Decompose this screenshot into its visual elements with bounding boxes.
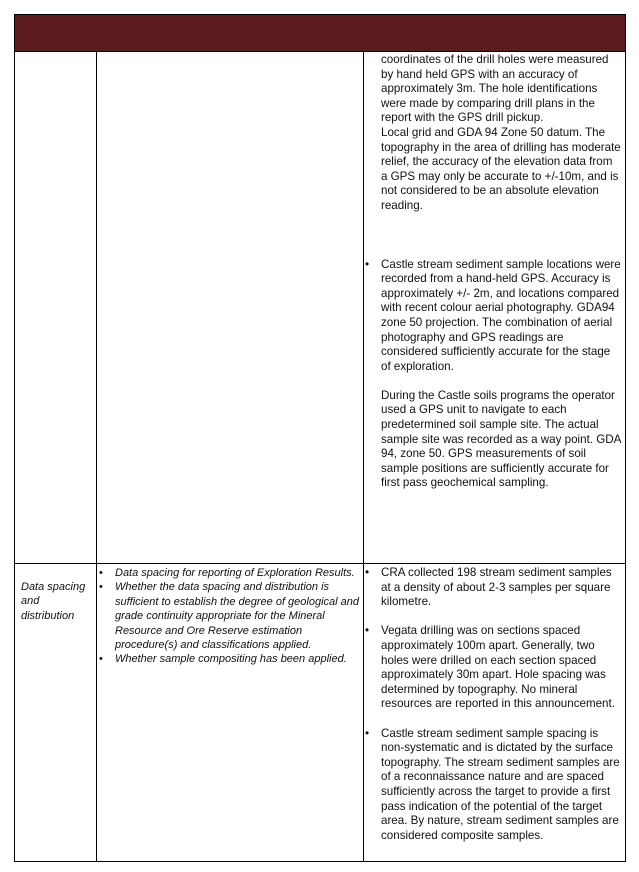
criteria-label-data-spacing: Data spacing and distribution: [21, 581, 86, 622]
jorc-criteria-cell: [99, 566, 361, 667]
commentary-castle-stream: • Castle stream sediment sample locations were recorded from a hand-held GPS. Accuracy is approximately +/- 2m, and locations compared with recent colour aerial photography. GDA94 zone 50 projection. The combination of aerial photography and GPS readings are considered sufficiently accurate for the stage of exploration.: [381, 257, 621, 373]
jorc-table-page: [14, 14, 626, 862]
commentary-vegata-drilling: • Vegata drilling was on sections spaced approximately 100m apart. Generally, two holes were drilled on each section spaced approximately 30m apart. Hole spacing was determined by topography. No mineral resources are reported in this announcement.: [381, 624, 615, 711]
commentary-castle-spacing: • Castle stream sediment sample spacing is non-systematic and is dictated by the surface topography. The stream sediment samples are of a reconnaissance nature and are spaced sufficiently across the target to provide a first pass indication of the potential of the target area. By nature, stream sediment samples are considered composite samples.: [381, 726, 620, 842]
table-header-bar: [15, 15, 625, 52]
list-item: [99, 580, 361, 652]
row-divider: [15, 563, 625, 564]
commentary-para-datum: Local grid and GDA 94 Zone 50 datum. The topography in the area of drilling has moderate relief, the accuracy of the elevation data from a GPS may only be accurate to +/-10m, and is not considered to be an absolute elevation reading.: [381, 125, 621, 212]
criteria-label-cell: [21, 580, 93, 623]
commentary-castle-soils: During the Castle soils programs the operator used a GPS unit to navigate to each predetermined soil sample site. The actual sample site was recorded as a way point. GDA 94, zone 50. GPS measurements of soil sample positions are sufficiently accurate for first pass geochemical sampling.: [381, 388, 621, 490]
list-item: [99, 652, 361, 666]
list-item: [365, 258, 621, 492]
list-item: [365, 727, 621, 844]
column-divider-2: [363, 51, 364, 862]
list-item: [365, 624, 621, 712]
commentary-cra-stream: • CRA collected 198 stream sediment samples at a density of about 2-3 samples per square kilometre.: [381, 566, 612, 609]
commentary-para-drill-coordinates: coordinates of the drill holes were measured by hand held GPS with an accuracy of approximately 3m. The hole identifications were made by comparing drill plans in the report with the GPS drill pickup.: [381, 53, 609, 125]
commentary-list-continued: [365, 258, 621, 492]
criteria-item-3: Whether sample compositing has been applied.: [115, 653, 347, 666]
criteria-item-2: Whether the data spacing and distribution is sufficient to establish the degree of geological and grade continuity appropriate for the Mineral Resource and Ore Reserve estimation procedure(s) and classifications applied.: [115, 581, 359, 652]
list-item: [99, 566, 361, 580]
commentary-cell-continued: [365, 53, 621, 491]
commentary-list-data-spacing: [365, 566, 621, 843]
list-item: [365, 566, 621, 610]
jorc-criteria-list: [99, 566, 361, 667]
criteria-item-1: Data spacing for reporting of Exploration Results.: [115, 567, 355, 579]
column-divider-1: [96, 51, 97, 862]
commentary-cell-data-spacing: [365, 566, 621, 843]
